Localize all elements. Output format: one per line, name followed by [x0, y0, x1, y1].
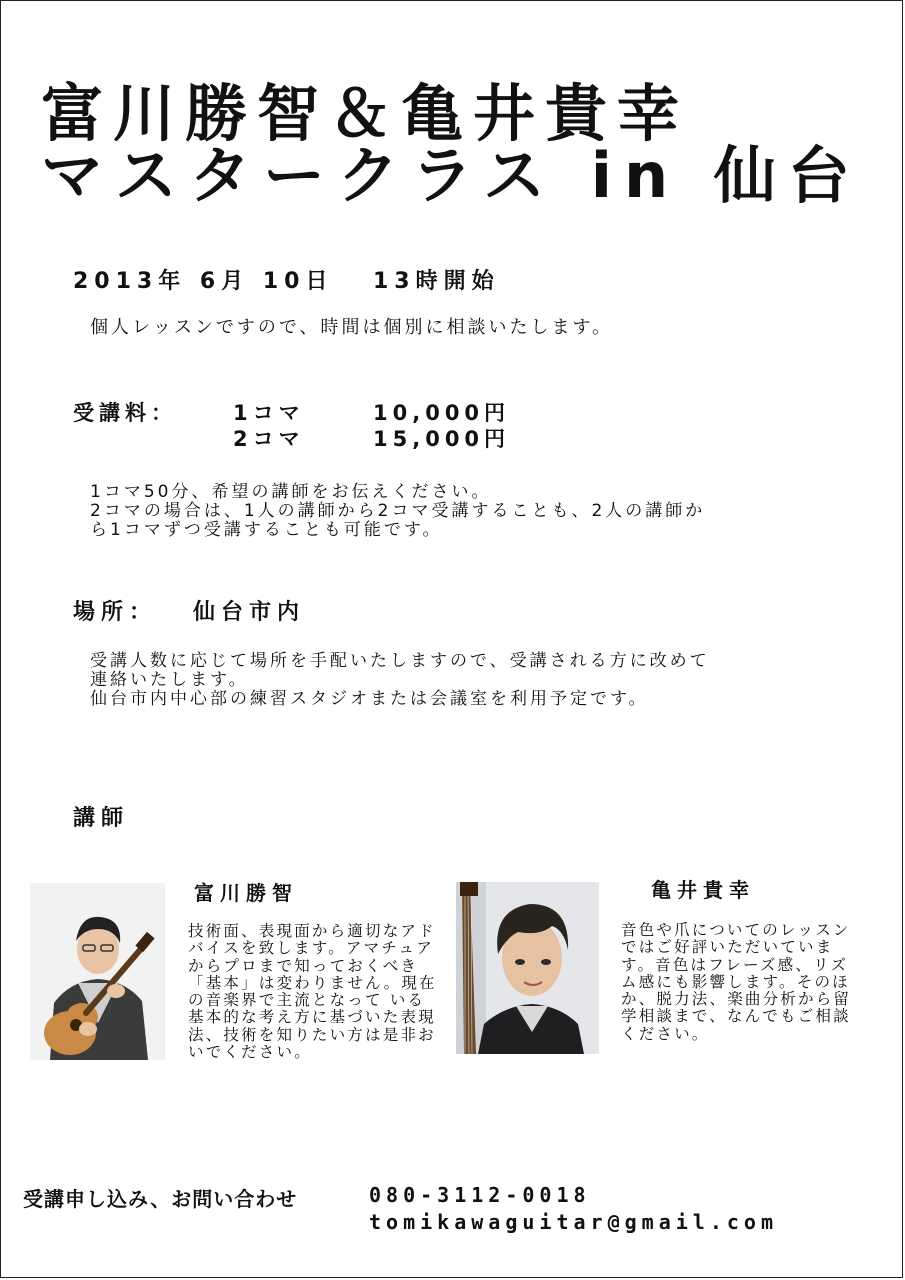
contact-email[interactable]: tomikawaguitar@gmail.com [369, 1210, 778, 1234]
fee-price-1: 10,000円 [373, 401, 511, 425]
fee-price-2: 15,000円 [373, 427, 511, 451]
contact-label: 受講申し込み、お問い合わせ [23, 1187, 298, 1211]
event-time: 13時開始 [373, 269, 500, 294]
contact-phone[interactable]: 080-3112-0018 [369, 1183, 591, 1207]
instructors-heading: 講師 [73, 806, 130, 831]
fee-note-1: 1コマ50分、希望の講師をお伝えください。 [90, 482, 492, 502]
instructor-bio-kamei: 音色や爪についてのレッスンではご好評いただいています。音色はフレーズ感、リズム感にも影響します。そのほか、脱力法、楽曲分析から留学相談まで、なんでもご相談ください。 [621, 921, 852, 1043]
instructor-photo-kamei [456, 882, 599, 1054]
flyer-title-line2: マスタークラス in 仙台 [41, 139, 862, 212]
fee-label: 受講料： [73, 401, 177, 425]
venue-note-3: 仙台市内中心部の練習スタジオまたは会議室を利用予定です。 [90, 689, 649, 709]
fee-note-2: 2コマの場合は、1人の講師から2コマ受講することも、2人の講師か [90, 501, 706, 521]
instructor-photo-tomikawa [30, 883, 165, 1060]
fee-note-3: ら1コマずつ受講することも可能です。 [90, 520, 443, 540]
flyer-title-line1: 富川勝智＆亀井貴幸 [41, 77, 690, 150]
instructor-name-kamei: 亀井貴幸 [651, 878, 755, 902]
venue-note-2: 連絡いたします。 [90, 670, 249, 690]
event-date: 2013年 6月 10日 [73, 269, 334, 294]
instructor-name-tomikawa: 富川勝智 [194, 881, 298, 905]
fee-unit-1: 1コマ [233, 401, 305, 425]
venue-label: 場所： [73, 600, 158, 625]
event-note: 個人レッスンですので、時間は個別に相談いたします。 [90, 317, 614, 338]
venue-note-1: 受講人数に応じて場所を手配いたしますので、受講される方に改めて [90, 651, 710, 671]
venue-value: 仙台市内 [193, 600, 306, 625]
instructor-bio-tomikawa: 技術面、表現面から適切なアドバイスを致します。アマチュアからプロまで知っておくべき「基本」は変わりません。現在の音楽界で主流となって いる基本的な考え方に基づいた表現法、技術を知りたい方は是非おいでください。 [188, 922, 437, 1062]
fee-unit-2: 2コマ [233, 427, 305, 451]
